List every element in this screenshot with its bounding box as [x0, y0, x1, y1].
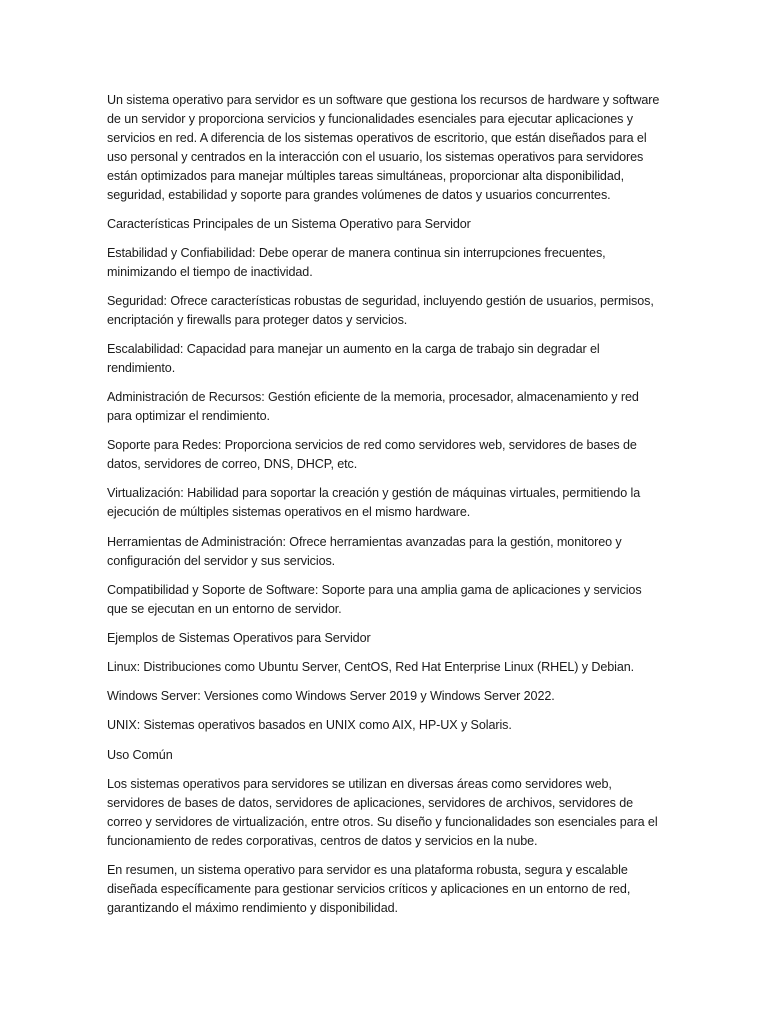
section-heading-features: Características Principales de un Sistema Operativo para Servidor [107, 216, 471, 231]
feature-network-support: Soporte para Redes: Proporciona servicios de red como servidores web, servidores de bases de datos, servidores de correo, DNS, DHCP, etc. [107, 438, 637, 472]
feature-virtualization: Virtualización: Habilidad para soportar la creación y gestión de máquinas virtuales, permitiendo la ejecución de múltiples sistemas operativos en el mismo hardware. [107, 486, 641, 520]
common-use-paragraph: Los sistemas operativos para servidores se utilizan en diversas áreas como servidores web, servidores de bases de datos, servidores de aplicaciones, servidores de archivos, servidores de correo y servidores de virtualización, entre otros. Su diseño y funcionalidades son esenciales para el funcionamiento de redes corporativas, centros de datos y servicios en la nube. [107, 776, 658, 848]
document-body [107, 91, 663, 928]
section-heading-examples: Ejemplos de Sistemas Operativos para Servidor [107, 630, 371, 645]
feature-admin-tools: Herramientas de Administración: Ofrece herramientas avanzadas para la gestión, monitoreo y configuración del servidor y sus servicios. [107, 534, 622, 568]
feature-stability: Estabilidad y Confiabilidad: Debe operar de manera continua sin interrupciones frecuentes, minimizando el tiempo de inactividad. [107, 245, 606, 279]
feature-resource-management: Administración de Recursos: Gestión eficiente de la memoria, procesador, almacenamiento y red para optimizar el rendimiento. [107, 390, 639, 424]
intro-paragraph: Un sistema operativo para servidor es un software que gestiona los recursos de hardware y software de un servidor y proporciona servicios y funcionalidades esenciales para ejecutar aplicaciones y servicios en red. A diferencia de los sistemas operativos de escritorio, que están diseñados para el uso personal y centrados en la interacción con el usuario, los sistemas operativos para servidores están optimizados para manejar múltiples tareas simultáneas, proporcionar alta disponibilidad, seguridad, estabilidad y soporte para grandes volúmenes de datos y usuarios concurrentes. [107, 93, 660, 202]
section-heading-common-use: Uso Común [107, 747, 173, 762]
feature-compatibility: Compatibilidad y Soporte de Software: Soporte para una amplia gama de aplicaciones y servicios que se ejecutan en un entorno de servidor. [107, 582, 642, 616]
summary-paragraph: En resumen, un sistema operativo para servidor es una plataforma robusta, segura y escalable diseñada específicamente para gestionar servicios críticos y aplicaciones en un entorno de red, garantizando el máximo rendimiento y disponibilidad. [107, 862, 631, 915]
feature-scalability: Escalabilidad: Capacidad para manejar un aumento en la carga de trabajo sin degradar el rendimiento. [107, 342, 600, 376]
feature-security: Seguridad: Ofrece características robustas de seguridad, incluyendo gestión de usuarios, permisos, encriptación y firewalls para proteger datos y servicios. [107, 294, 654, 327]
example-unix: UNIX: Sistemas operativos basados en UNIX como AIX, HP-UX y Solaris. [107, 718, 512, 733]
example-linux: Linux: Distribuciones como Ubuntu Server, CentOS, Red Hat Enterprise Linux (RHEL) y Debian. [107, 660, 635, 675]
example-windows-server: Windows Server: Versiones como Windows Server 2019 y Windows Server 2022. [107, 689, 555, 704]
